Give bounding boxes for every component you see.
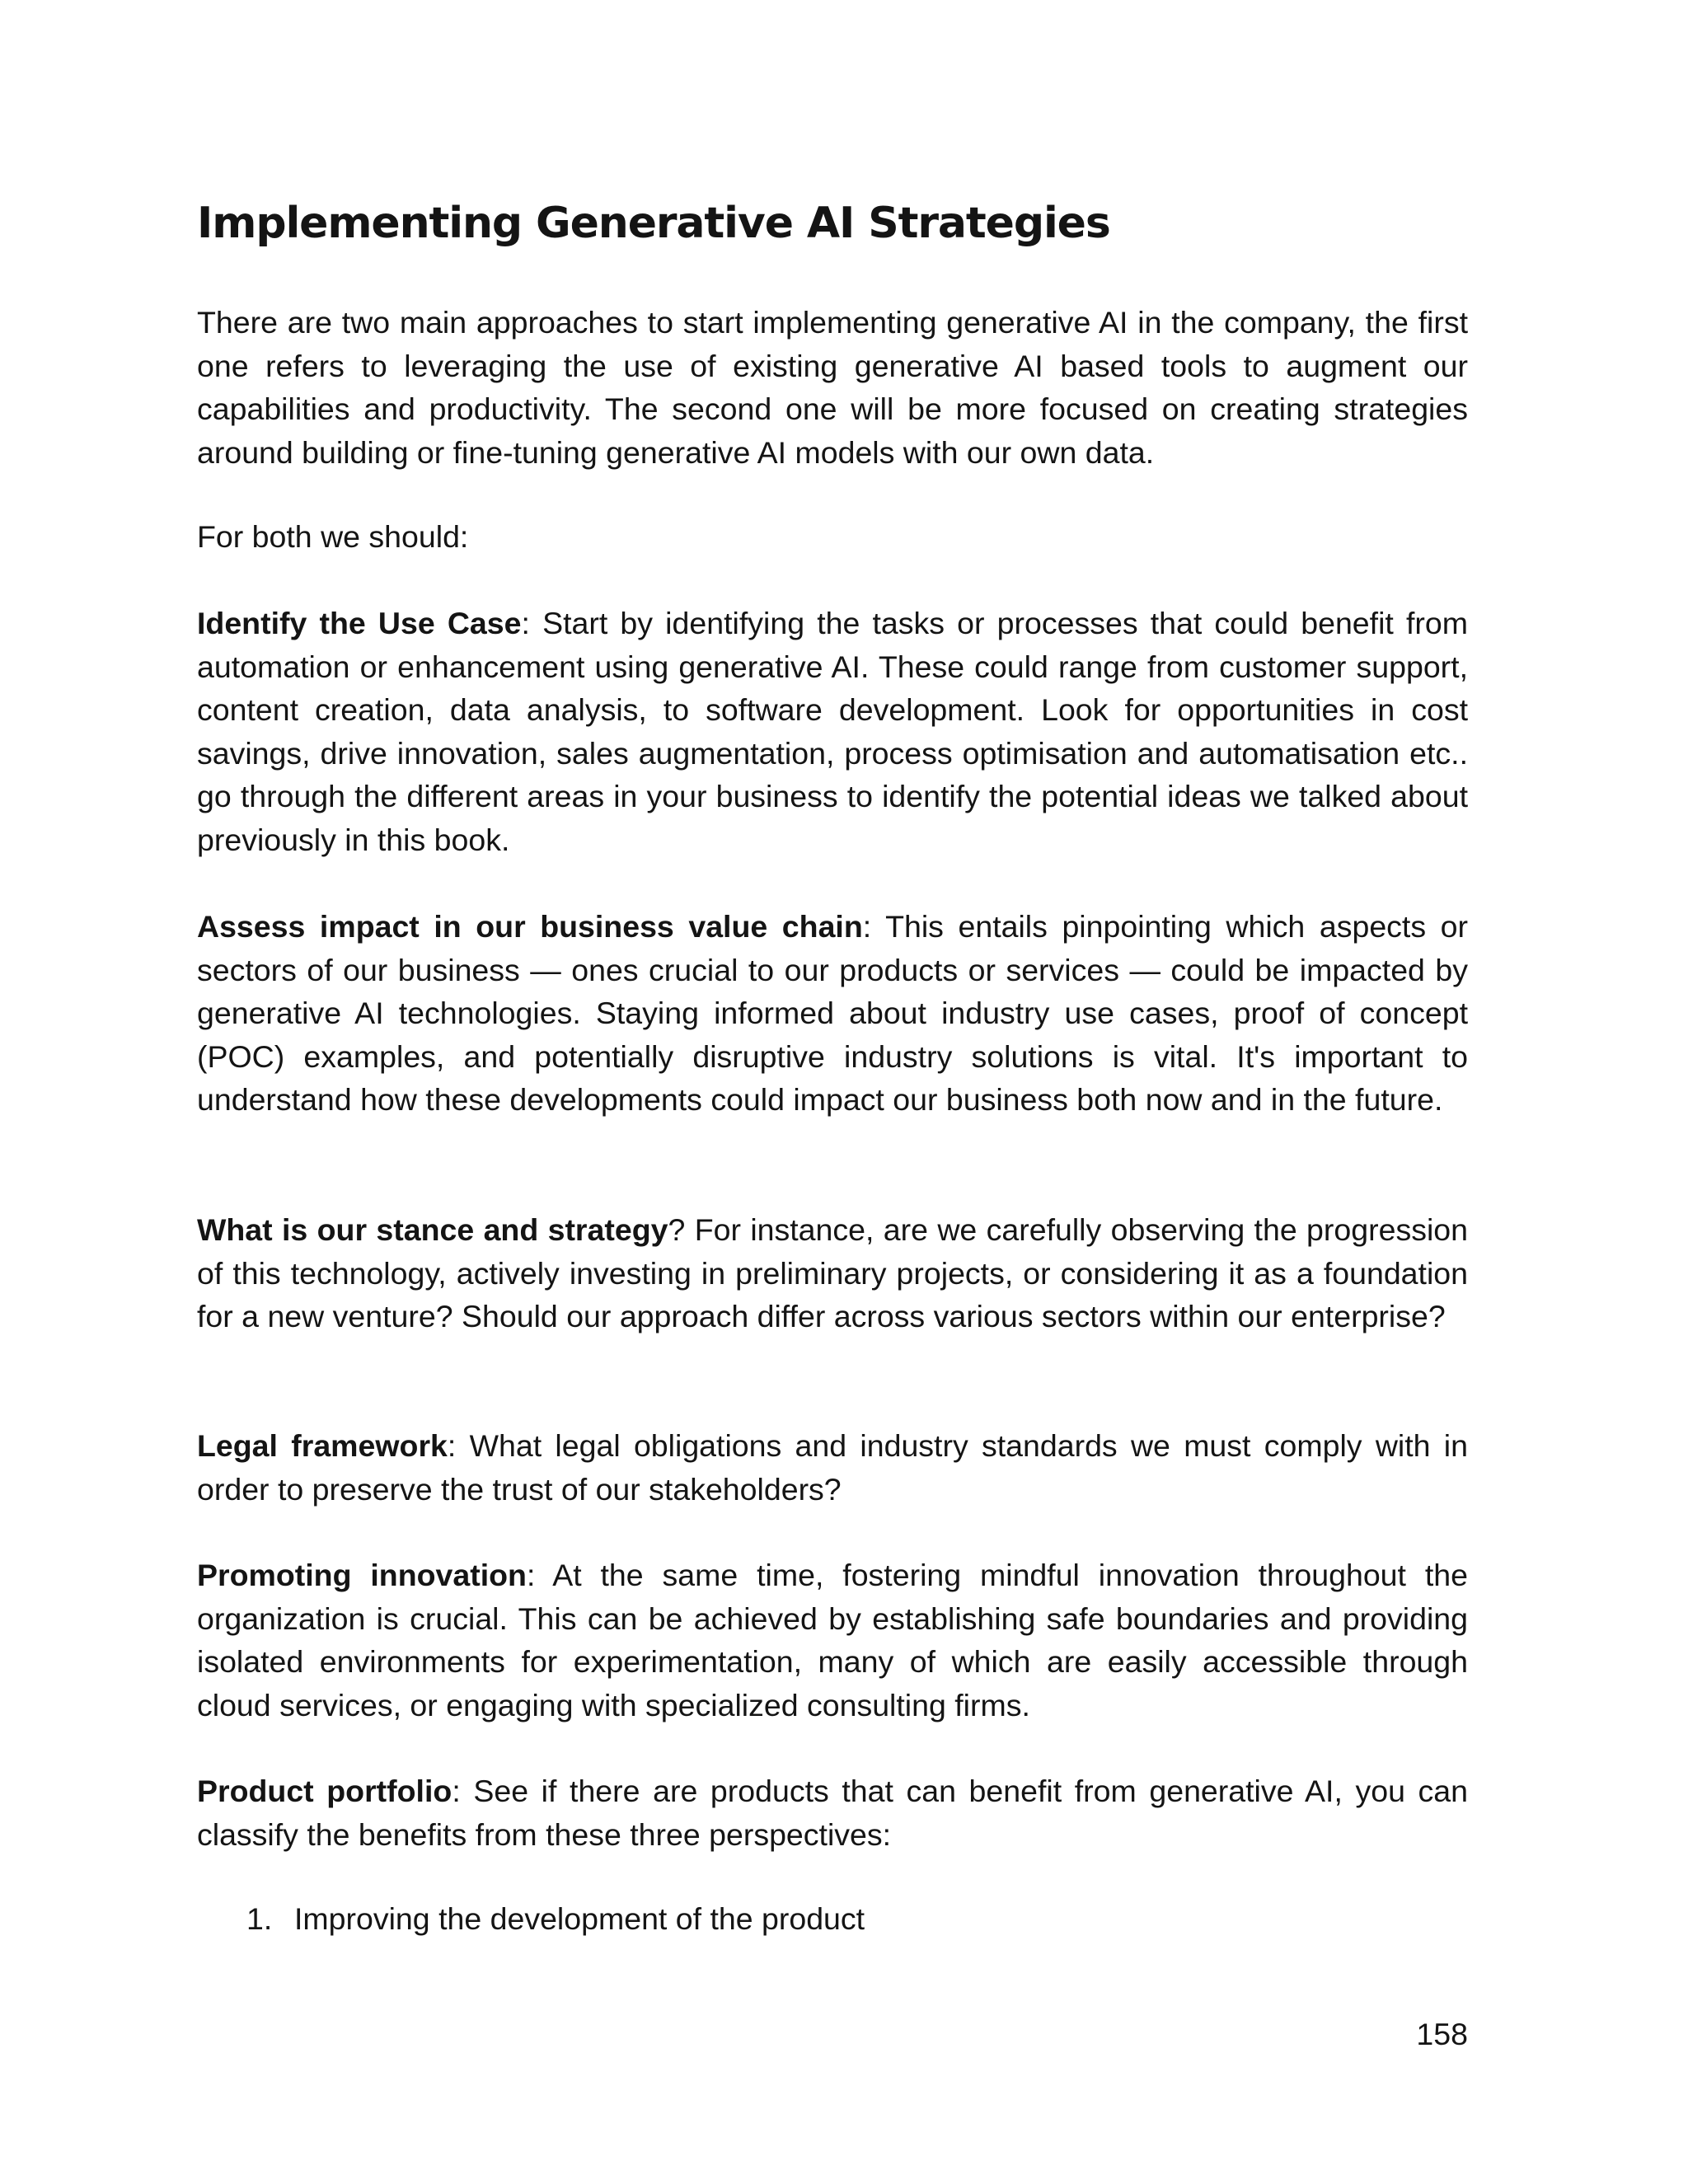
section-text: : Start by identifying the tasks or processes that could benefit from automation or enhancement using generative AI. These could range from customer support, content creation, data analysis, to software development. Look for opportunities in cost savings, drive innovation, sales augmentation, process optimisation and automatisation etc.. go through the different areas in your business to identify the potential ideas we talked about previously in this book.	[197, 606, 1468, 857]
section-promoting-innovation	[197, 1554, 1468, 1727]
section-legal-framework	[197, 1424, 1468, 1511]
page-number: 158	[1416, 2017, 1468, 2051]
list-item-number: 1.	[246, 1901, 273, 1936]
list-item	[246, 1897, 865, 1941]
section-term: What is our stance and strategy	[197, 1212, 668, 1247]
section-term: Assess impact in our business value chain	[197, 909, 863, 944]
for-both-paragraph: For both we should:	[197, 519, 469, 554]
section-product-portfolio	[197, 1769, 1468, 1856]
section-text: : This entails pinpointing which aspects or sectors of our business — ones crucial to our products or services — could be impacted by generative AI technologies. Staying informed about industry use cases, proof of concept (POC) examples, and potentially disruptive industry solutions is vital. It's important to understand how these developments could impact our business both now and in the future.	[197, 909, 1468, 1117]
section-term: Identify the Use Case	[197, 606, 522, 640]
section-text: : At the same time, fostering mindful innovation throughout the organization is crucial. This can be achieved by establishing safe boundaries and providing isolated environments for experimentation, many of which are easily accessible through cloud services, or engaging with specialized consulting firms.	[197, 1558, 1468, 1722]
section-text: ? For instance, are we carefully observing the progression of this technology, actively investing in preliminary projects, or considering it as a foundation for a new venture? Should our approach differ across various sectors within our enterprise?	[197, 1212, 1468, 1333]
section-term: Product portfolio	[197, 1774, 452, 1808]
intro-paragraph: There are two main approaches to start implementing generative AI in the company, the first one refers to leveraging the use of existing generative AI based tools to augment our capabilities and productivity. The second one will be more focused on creating strategies around building or fine-tuning generative AI models with our own data.	[197, 305, 1468, 470]
page-title: Implementing Generative AI Strategies	[197, 199, 1110, 248]
section-text: : See if there are products that can benefit from generative AI, you can classify the benefits from these three perspectives:	[197, 1774, 1469, 1852]
section-stance-strategy	[197, 1208, 1468, 1338]
section-term: Legal framework	[197, 1428, 448, 1463]
section-identify-use-case	[197, 602, 1468, 861]
section-term: Promoting innovation	[197, 1558, 527, 1592]
list-item-text: Improving the development of the product	[294, 1901, 865, 1936]
section-assess-impact	[197, 905, 1468, 1122]
section-text: : What legal obligations and industry standards we must comply with in order to preserve the trust of our stakeholders?	[197, 1428, 1468, 1507]
